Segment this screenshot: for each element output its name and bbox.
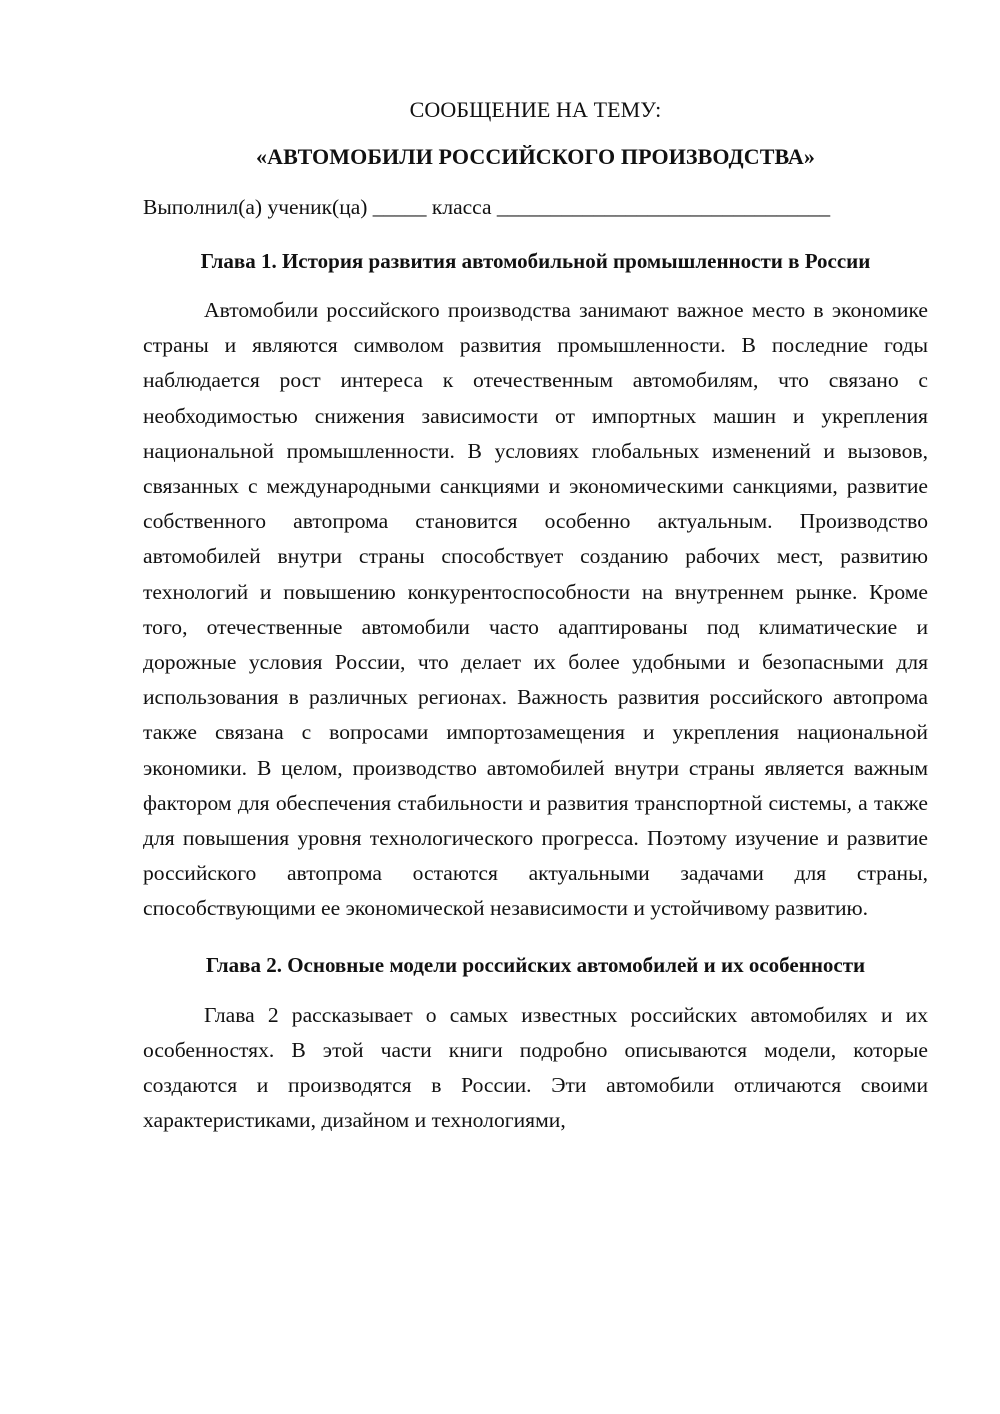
chapter-1 — [143, 247, 928, 927]
chapter-2-paragraph: Глава 2 рассказывает о самых известных российских автомобилях и их особенностях. В этой части книги подробно описываются модели, которые создаются и производятся в России. Эти автомобили отличаются своими характеристиками, дизайном и технологиями, — [143, 1002, 928, 1133]
chapter-2 — [143, 951, 928, 1139]
chapter-1-heading: Глава 1. История развития автомобильной промышленности в России — [200, 249, 871, 273]
document-title: «АВТОМОБИЛИ РОССИЙСКОГО ПРОИЗВОДСТВА» — [256, 144, 815, 169]
author-line: Выполнил(а) ученик(ца) _____ класса _______________________________ — [143, 195, 831, 219]
chapter-2-heading: Глава 2. Основные модели российских автомобилей и их особенности — [205, 952, 866, 977]
title-line-1: СООБЩЕНИЕ НА ТЕМУ: — [409, 97, 662, 122]
document-page — [143, 96, 928, 1138]
chapter-1-paragraph: Автомобили российского производства занимают важное место в экономике страны и являются символом развития промышленности. В последние годы наблюдается рост интереса к отечественным автомобилям, что связано с необходимостью снижения зависимости от импортных машин и укрепления национальной промышленности. В условиях глобальных изменений и вызовов, связанных с международными санкциями и экономическими санкциями, развитие собственного автопрома становится особенно актуальным. Производство автомобилей внутри страны способствует созданию рабочих мест, развитию технологий и повышению конкурентоспособности на внутреннем рынке. Кроме того, отечественные автомобили часто адаптированы под климатические и дорожные условия России, что делает их более удобными и безопасными для использования в различных регионах. Важность развития российского автопрома также связана с вопросами импортозамещения и укрепления национальной экономики. В целом, производство автомобилей внутри страны является важным фактором для обеспечения стабильности и развития транспортной системы, а также для повышения уровня технологического прогресса. Поэтому изучение и развитие российского автопрома остаются актуальными задачами для страны, способствующими ее экономической независимости и устойчивому развитию. — [143, 298, 928, 921]
